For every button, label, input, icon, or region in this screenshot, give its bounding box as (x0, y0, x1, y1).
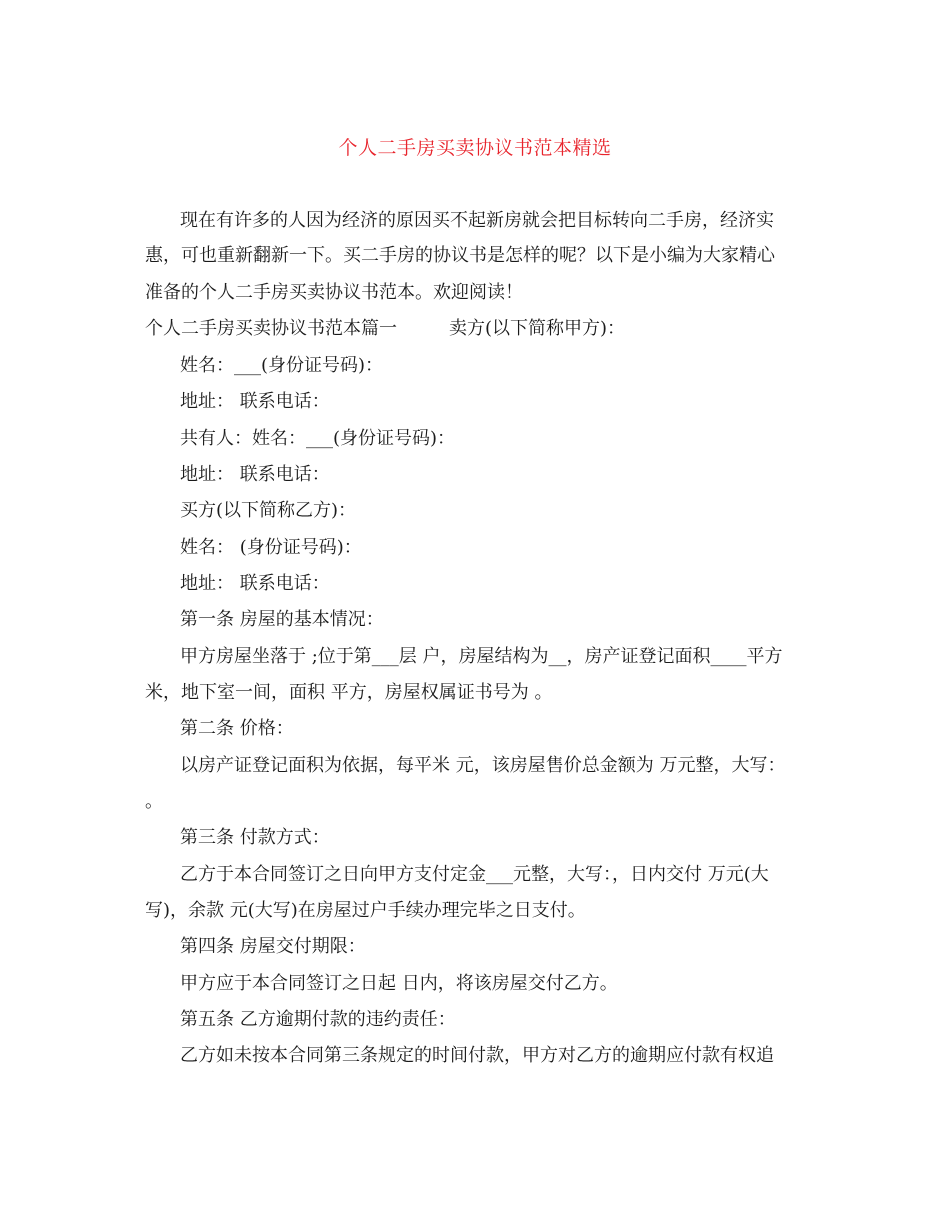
buyer-name-line: 姓名： (身份证号码)： (180, 537, 362, 558)
article-5-line-1: 乙方如未按本合同第三条规定的时间付款，甲方对乙方的逾期应付款有权追 (180, 1045, 774, 1066)
article-4-heading: 第四条 房屋交付期限： (180, 936, 366, 957)
section-heading: 个人二手房买卖协议书范本篇一 (145, 318, 397, 339)
seller-name-line: 姓名：___(身份证号码)： (180, 355, 384, 376)
co-owner-name-line: 共有人：姓名：___(身份证号码)： (180, 428, 456, 449)
article-1-heading: 第一条 房屋的基本情况： (180, 609, 384, 630)
article-2-line-2: 。 (145, 791, 163, 812)
intro-line-2: 惠，可也重新翻新一下。买二手房的协议书是怎样的呢？以下是小编为大家精心 (145, 245, 775, 266)
article-2-line-1: 以房产证登记面积为依据，每平米 元，该房屋售价总金额为 万元整，大写： (180, 755, 786, 776)
seller-address-line: 地址： 联系电话： (180, 391, 330, 412)
article-1-line-2: 米，地下室一间，面积 平方，房屋权属证书号为 。 (145, 682, 553, 703)
article-3-line-1: 乙方于本合同签订之日向甲方支付定金___元整，大写：，日内交付 万元(大 (180, 864, 769, 885)
article-4-line-1: 甲方应于本合同签订之日起 日内，将该房屋交付乙方。 (180, 973, 618, 994)
co-owner-address-line: 地址： 联系电话： (180, 464, 330, 485)
intro-line-1: 现在有许多的人因为经济的原因买不起新房就会把目标转向二手房，经济实 (180, 210, 774, 231)
intro-line-3: 准备的个人二手房买卖协议书范本。欢迎阅读！ (145, 282, 523, 303)
seller-heading: 卖方(以下简称甲方)： (449, 318, 626, 339)
document-title: 个人二手房买卖协议书范本精选 (338, 137, 612, 159)
section-heading-line (145, 316, 810, 342)
article-3-heading: 第三条 付款方式： (180, 827, 330, 848)
buyer-address-line: 地址： 联系电话： (180, 573, 330, 594)
article-1-line-1: 甲方房屋坐落于 ;位于第___层 户，房屋结构为__，房产证登记面积____平方 (180, 646, 783, 667)
article-3-line-2: 写)，余款 元(大写)在房屋过户手续办理完毕之日支付。 (145, 900, 586, 921)
article-2-heading: 第二条 价格： (180, 718, 294, 739)
article-5-heading: 第五条 乙方逾期付款的违约责任： (180, 1009, 456, 1030)
buyer-heading: 买方(以下简称乙方)： (180, 500, 357, 521)
